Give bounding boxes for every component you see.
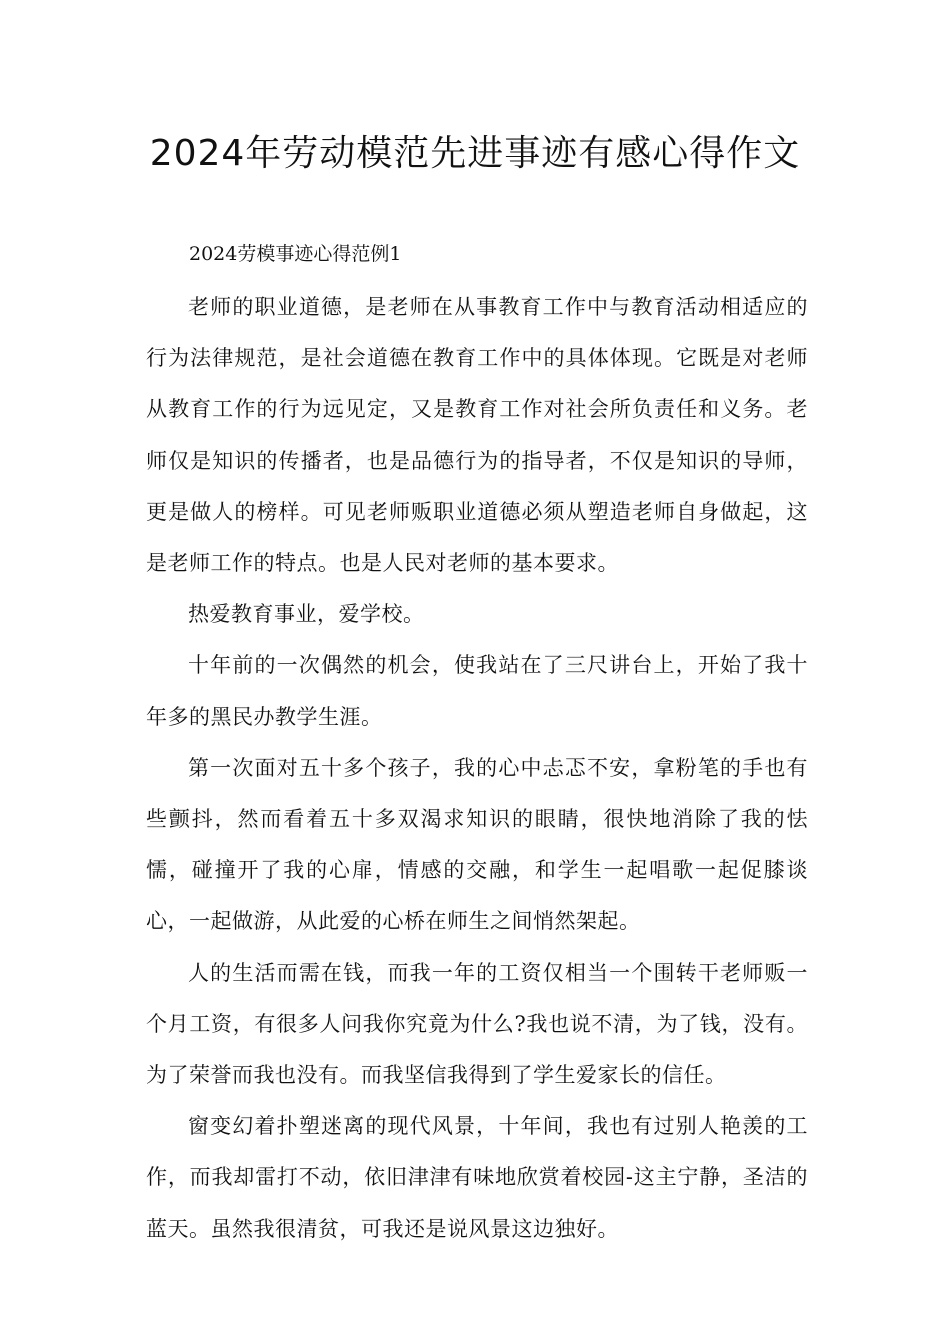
document-body — [146, 282, 808, 1255]
paragraph: 十年前的一次偶然的机会，使我站在了三尺讲台上，开始了我十年多的黑民办教学生涯。 — [146, 653, 808, 729]
paragraph: 窗变幻着扑塑迷离的现代风景，十年间，我也有过别人艳羡的工作，而我却雷打不动，依旧津津有味地欣赏着校园-这主宁静，圣洁的蓝天。虽然我很清贫，可我还是说风景这边独好。 — [146, 1114, 808, 1241]
paragraph: 热爱教育事业，爱学校。 — [188, 602, 425, 627]
paragraph: 老师的职业道德，是老师在从事教育工作中与教育活动相适应的行为法律规范，是社会道德在教育工作中的具体体现。它既是对老师从教育工作的行为远见定，又是教育工作对社会所负责任和义务。老师仅是知识的传播者，也是品德行为的指导者，不仅是知识的导师，更是做人的榜样。可见老师贩职业道德必须从塑造老师自身做起，这是老师工作的特点。也是人民对老师的基本要求。 — [146, 295, 808, 576]
paragraph: 人的生活而需在钱，而我一年的工资仅相当一个围转干老师贩一个月工资，有很多人问我你究竟为什么?我也说不清，为了钱，没有。为了荣誉而我也没有。而我坚信我得到了学生爱家长的信任。 — [146, 960, 808, 1088]
document-subtitle: 2024劳模事迹心得范例1 — [189, 243, 402, 265]
paragraph: 第一次面对五十多个孩子，我的心中忐忑不安，拿粉笔的手也有些颤抖，然而看着五十多双渴求知识的眼睛，很快地消除了我的怯懦，碰撞开了我的心扉，情感的交融，和学生一起唱歌一起促膝谈心，一起做游，从此爱的心桥在师生之间悄然架起。 — [146, 755, 808, 934]
document-title: 2024年劳动模范先进事迹有感心得作文 — [149, 133, 801, 174]
